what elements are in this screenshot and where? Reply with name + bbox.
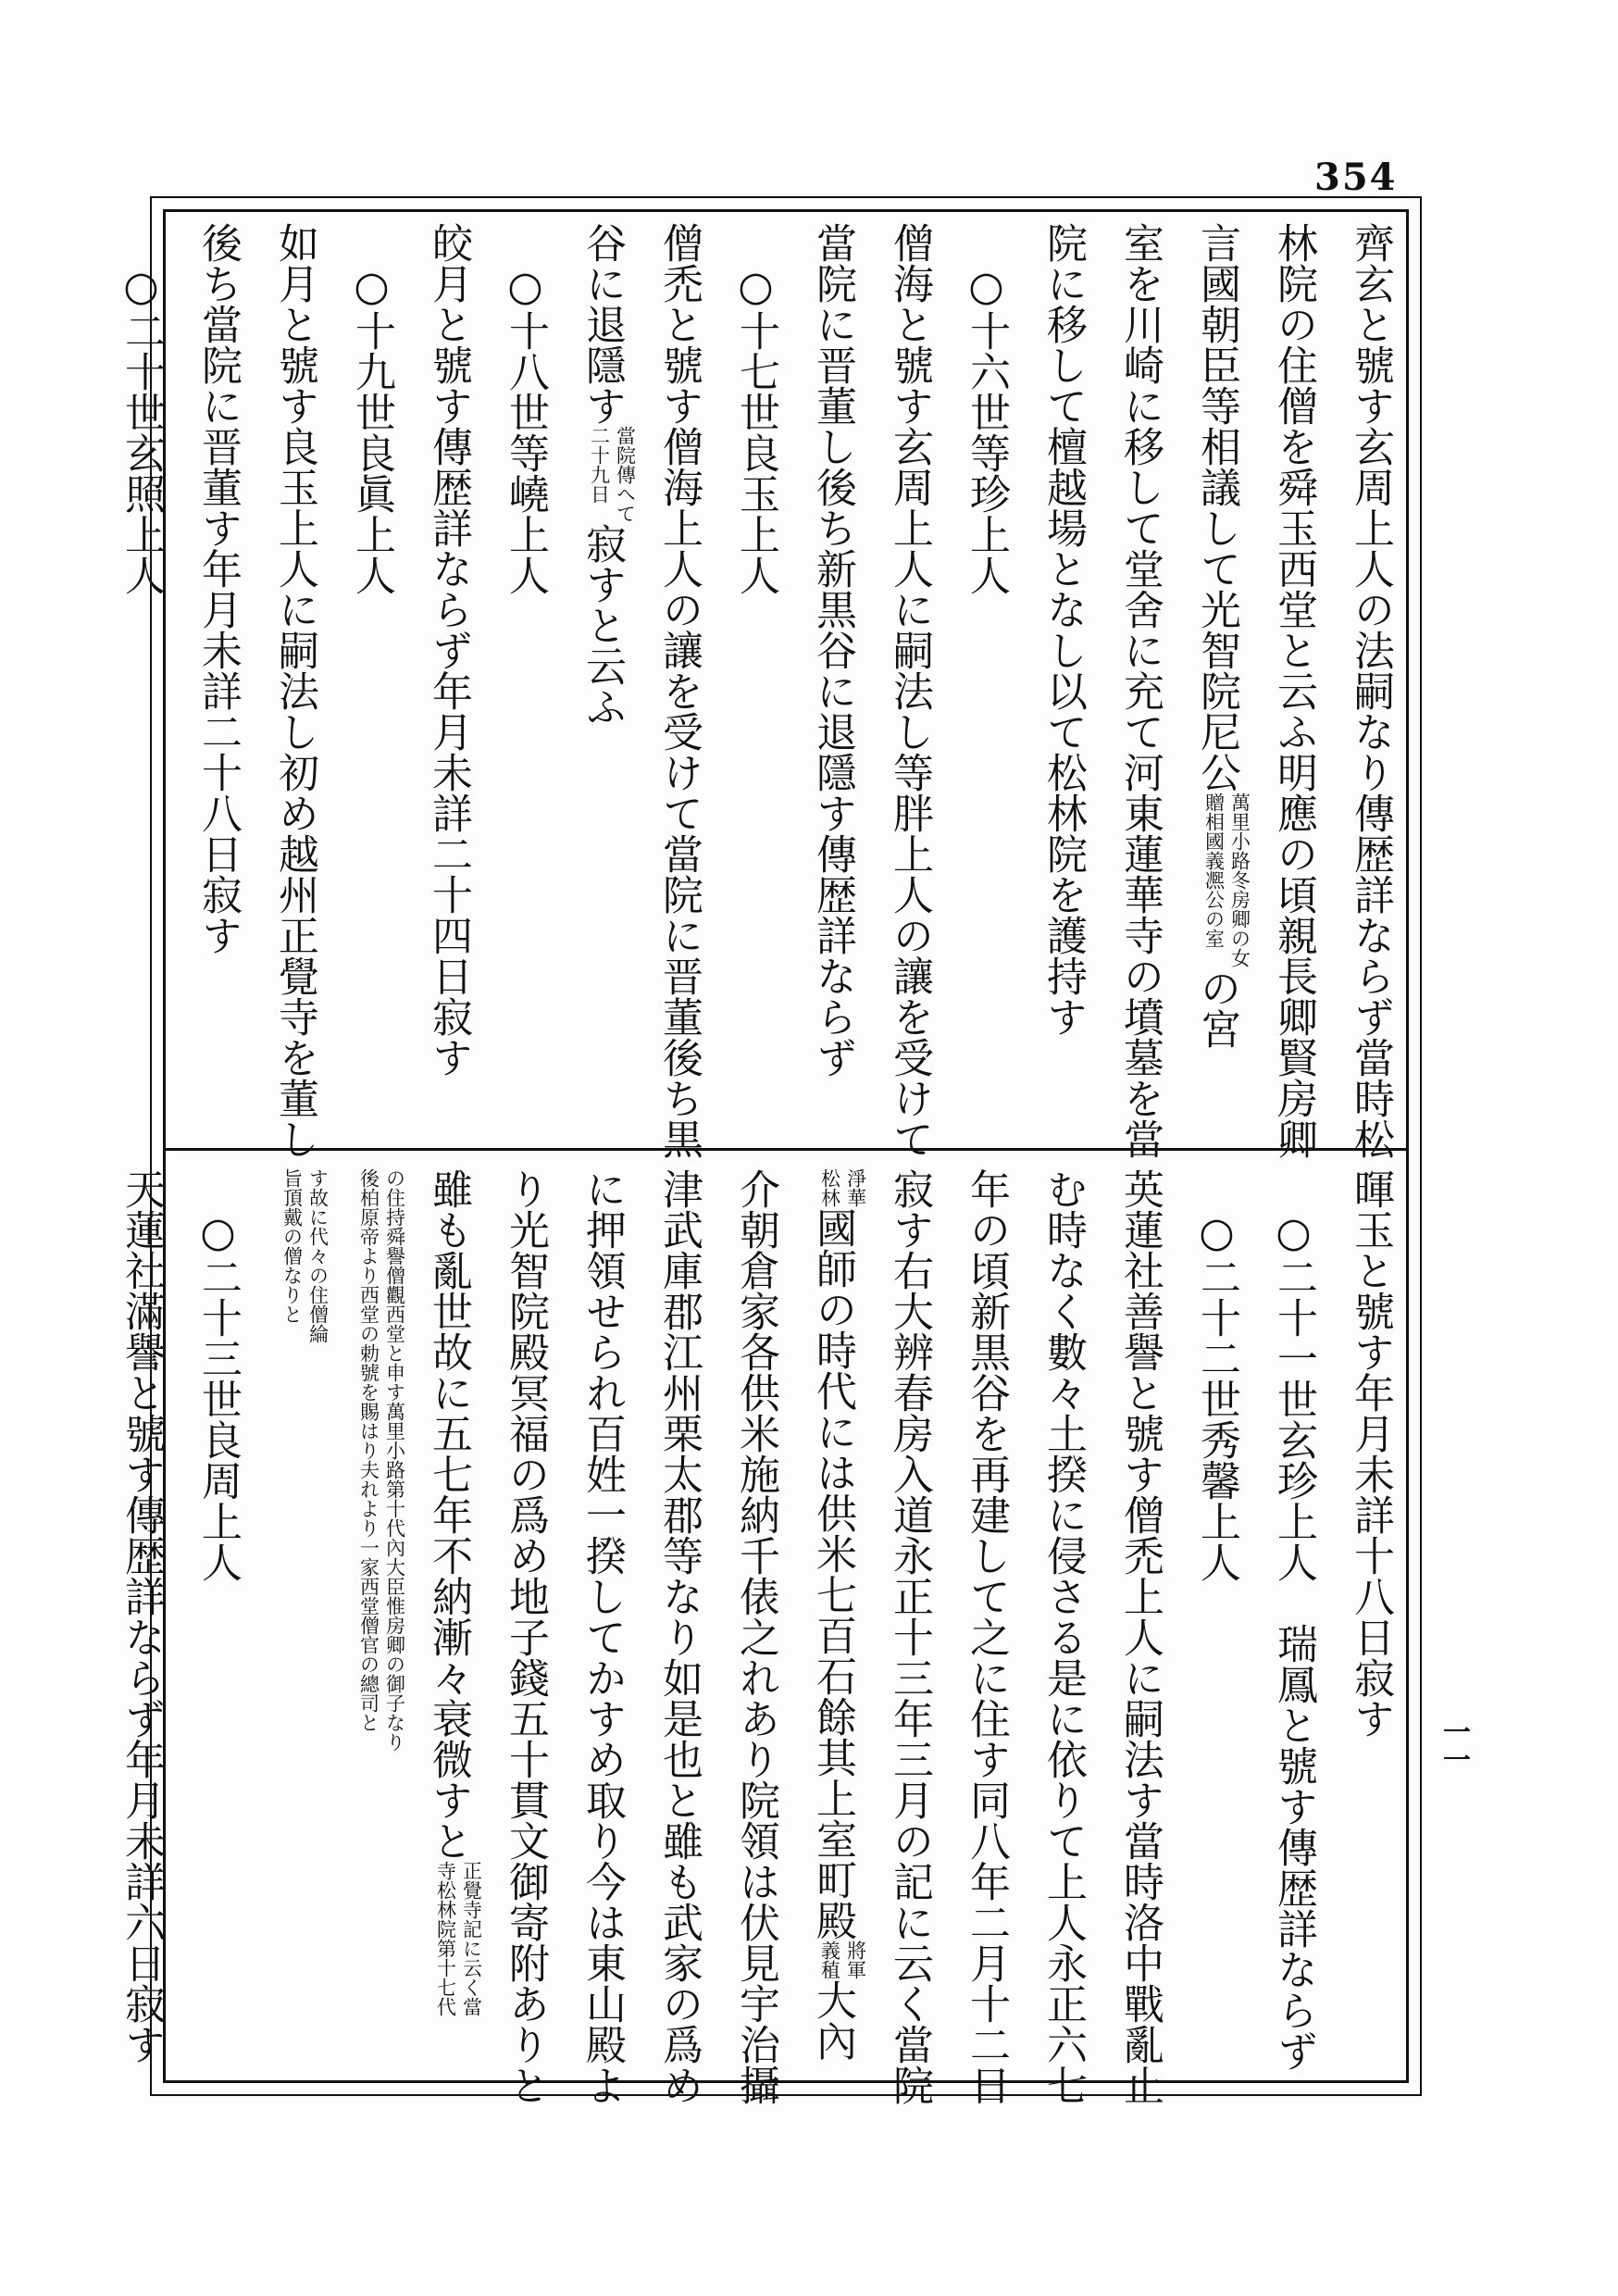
text-column: 院に移して檀越場となし以て松林院を護持す — [1039, 222, 1087, 1037]
text-column: 當院に晋董し後ち新黒谷に退隱す傳歴詳ならず — [809, 222, 856, 1078]
entry-heading: ○十九世良眞上人 — [348, 263, 395, 595]
text-column: 齊玄と號す玄周上人の法嗣なり傳歴詳ならず當時松 — [1347, 222, 1394, 1159]
text-column: り光智院殿冥福の爲め地子錢五十貫文御寄附ありと — [502, 1168, 549, 2105]
entry-heading: ○二十三世良周上人 — [194, 1209, 242, 1582]
annotation-note: 正覺寺記に云く當 寺松林院第十七代 — [434, 1861, 483, 2016]
entry-heading: ○二十一世玄珍上人 瑞鳳と號す傳歴詳ならず — [1270, 1209, 1317, 2071]
text-column: 僧禿と號す僧海上人の讓を受けて當院に晋董後ち黒 — [655, 222, 703, 1159]
text-column: 暉玉と號す年月未詳十八日寂す — [1347, 1168, 1394, 1739]
annotation-note: 當院傳へて 二十九日 — [588, 426, 637, 523]
annotation-note: 淨華 松林 — [818, 1168, 867, 1207]
text-column: 介朝倉家各供米施納千俵之れあり院領は伏見宇治攝 — [732, 1168, 779, 2105]
text-column: 僧海と號す玄周上人に嗣法し等胖上人の讓を受けて — [886, 222, 933, 1159]
text-column: 雖も亂世故に五七年不納漸々衰微すと正覺寺記に云く當 寺松林院第十七代 — [425, 1168, 483, 2016]
text-column: 皎月と號す傳歴詳ならず年月未詳二十四日寂す — [425, 222, 472, 1078]
lower-text-block — [118, 1168, 1409, 2105]
text-column: む時なく數々土揆に侵さる是に依りて上人永正六七 — [1039, 1168, 1087, 2105]
text-column: 林院の住僧を舜玉西堂と云ふ明應の頃親長卿賢房卿 — [1270, 222, 1317, 1159]
text-column: 年の頃新黒谷を再建して之に住す同八年二月十二日 — [963, 1168, 1010, 2105]
entry-heading: ○十六世等珍上人 — [963, 263, 1010, 595]
text-column: 後ち當院に晋董す年月未詳二十八日寂す — [194, 222, 242, 955]
annotation-note: の住持舜譽僧觀西堂と申す萬里小路第十代內大臣惟房卿の御子なり 後柏原帝より西堂の勅號を賜はり夫れより一家西堂僧官の總司と — [357, 1168, 406, 1752]
section-divider — [163, 1148, 1409, 1151]
annotation-column — [256, 1168, 333, 2066]
margin-mark: 一一 — [1438, 1717, 1470, 1773]
entry-heading: ○十七世良玉上人 — [732, 263, 779, 595]
text-column: 谷に退隱す當院傳へて 二十九日寂すと云ふ — [579, 222, 637, 727]
annotation-note: す故に代々の住僧綸 旨頂戴の僧なりと — [280, 1168, 330, 1343]
annotation-note: 將軍 義稙 — [818, 1940, 867, 1979]
text-column: 天蓮社滿譽と號す傳歴詳ならず年月未詳六日寂す — [118, 1168, 165, 2065]
entry-heading: ○二十二世秀馨上人 — [1193, 1209, 1240, 1582]
entry-heading: ○十八世等嶢上人 — [502, 263, 549, 595]
annotation-note: 萬里小路冬房卿の女 贈相國義凞公の室 — [1202, 792, 1251, 967]
text-column: 津武庫郡江州栗太郡等なり如是也と雖も武家の爲め — [655, 1168, 703, 2105]
upper-text-block — [118, 222, 1409, 1159]
text-column: に押領せられ百姓一揆してかすめ取り今は東山殿よ — [579, 1168, 626, 2105]
annotation-column — [333, 1168, 410, 2066]
text-column: 室を川崎に移して堂舍に充て河東蓮華寺の墳墓を當 — [1116, 222, 1164, 1159]
entry-heading: ○二十世玄照上人 — [118, 263, 165, 595]
text-column: 如月と號す良玉上人に嗣法し初め越州正覺寺を董し — [271, 222, 318, 1159]
text-column: 言國朝臣等相議して光智院尼公萬里小路冬房卿の女 贈相國義凞公の室の宮 — [1193, 222, 1251, 1049]
page-number: 354 — [1314, 156, 1398, 199]
text-column: 淨華 松林國師の時代には供米七百石餘其上室町殿將軍 義稙大內 — [809, 1168, 867, 2061]
text-column: 寂す右大辨春房入道永正十三年三月の記に云く當院 — [886, 1168, 933, 2105]
text-column: 英蓮社善譽と號す僧禿上人に嗣法す當時洛中戰亂止 — [1116, 1168, 1164, 2105]
